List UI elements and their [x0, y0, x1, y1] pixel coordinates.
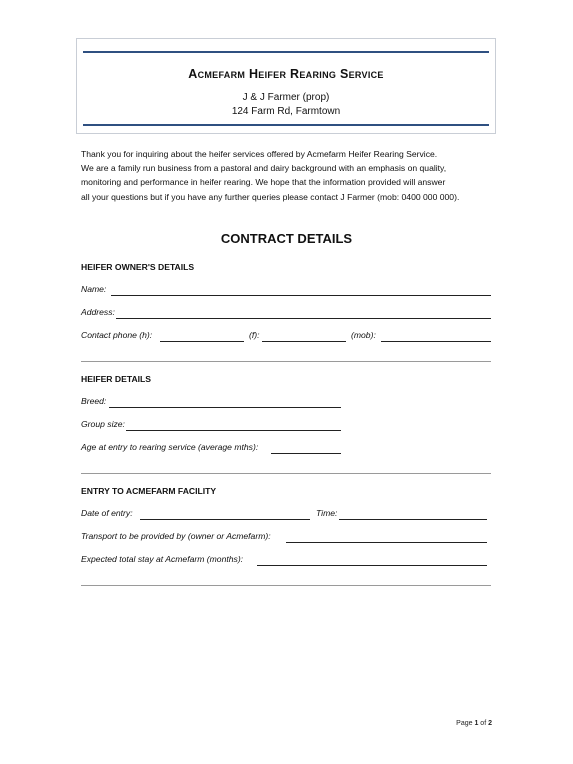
group-size-row — [81, 419, 341, 431]
breed-row — [81, 396, 341, 408]
phone-mobile-label: (mob): — [351, 330, 376, 340]
address-row — [81, 307, 491, 319]
heifer-section-heading: HEIFER DETAILS — [81, 374, 152, 384]
name-label: Name: — [81, 284, 107, 294]
date-field[interactable] — [140, 519, 310, 520]
stay-label: Expected total stay at Acmefarm (months): — [81, 554, 244, 564]
phone-mobile-field[interactable] — [381, 341, 491, 342]
name-row — [81, 284, 491, 296]
company-name: Acmefarm Heifer Rearing Service — [188, 67, 384, 81]
intro-paragraph — [81, 147, 501, 204]
letterhead-bottom-rule — [83, 124, 489, 126]
owner-section-heading: HEIFER OWNER'S DETAILS — [81, 262, 195, 272]
group-size-field[interactable] — [126, 430, 341, 431]
stay-field[interactable] — [257, 565, 487, 566]
transport-field[interactable] — [286, 542, 487, 543]
age-row — [81, 442, 341, 454]
intro-line: all your questions but if you have any further queries please contact J Farmer (mob: 0400 000 000). — [81, 191, 460, 202]
section-divider — [81, 585, 491, 586]
date-label: Date of entry: — [81, 508, 133, 518]
group-size-label: Group size: — [81, 419, 125, 429]
phone-home-label: Contact phone (h): — [81, 330, 153, 340]
phone-fax-field[interactable] — [262, 341, 346, 342]
time-field[interactable] — [339, 519, 487, 520]
address-label: Address: — [81, 307, 115, 317]
phone-home-field[interactable] — [160, 341, 244, 342]
intro-line: monitoring and performance in heifer rearing. We hope that the information provided will answer — [81, 177, 446, 188]
transport-row — [81, 531, 487, 543]
stay-row — [81, 554, 487, 566]
date-time-row — [81, 508, 487, 520]
entry-section-heading: ENTRY TO ACMEFARM FACILITY — [81, 486, 217, 496]
age-label: Age at entry to rearing service (average mths): — [81, 442, 259, 452]
intro-line: We are a family run business from a pastoral and dairy background with an emphasis on quality, — [81, 163, 447, 174]
phone-fax-label: (f): — [249, 330, 260, 340]
breed-field[interactable] — [109, 407, 341, 408]
page-number: Page 1 of 2 — [456, 720, 492, 727]
intro-line: Thank you for inquiring about the heifer services offered by Acmefarm Heifer Rearing Service. — [81, 149, 438, 159]
section-divider — [81, 361, 491, 362]
address-field[interactable] — [116, 318, 491, 319]
contract-title: CONTRACT DETAILS — [220, 231, 353, 246]
section-divider — [81, 473, 491, 474]
letterhead-top-rule — [83, 51, 489, 53]
transport-label: Transport to be provided by (owner or Acmefarm): — [81, 531, 271, 541]
phone-row — [81, 330, 491, 342]
owner-line: J & J Farmer (prop) — [242, 92, 330, 103]
breed-label: Breed: — [81, 396, 107, 406]
time-label: Time: — [316, 508, 338, 518]
name-field[interactable] — [111, 295, 491, 296]
letterhead-box — [76, 38, 496, 134]
address-line: 124 Farm Rd, Farmtown — [231, 106, 341, 117]
age-field[interactable] — [271, 453, 341, 454]
